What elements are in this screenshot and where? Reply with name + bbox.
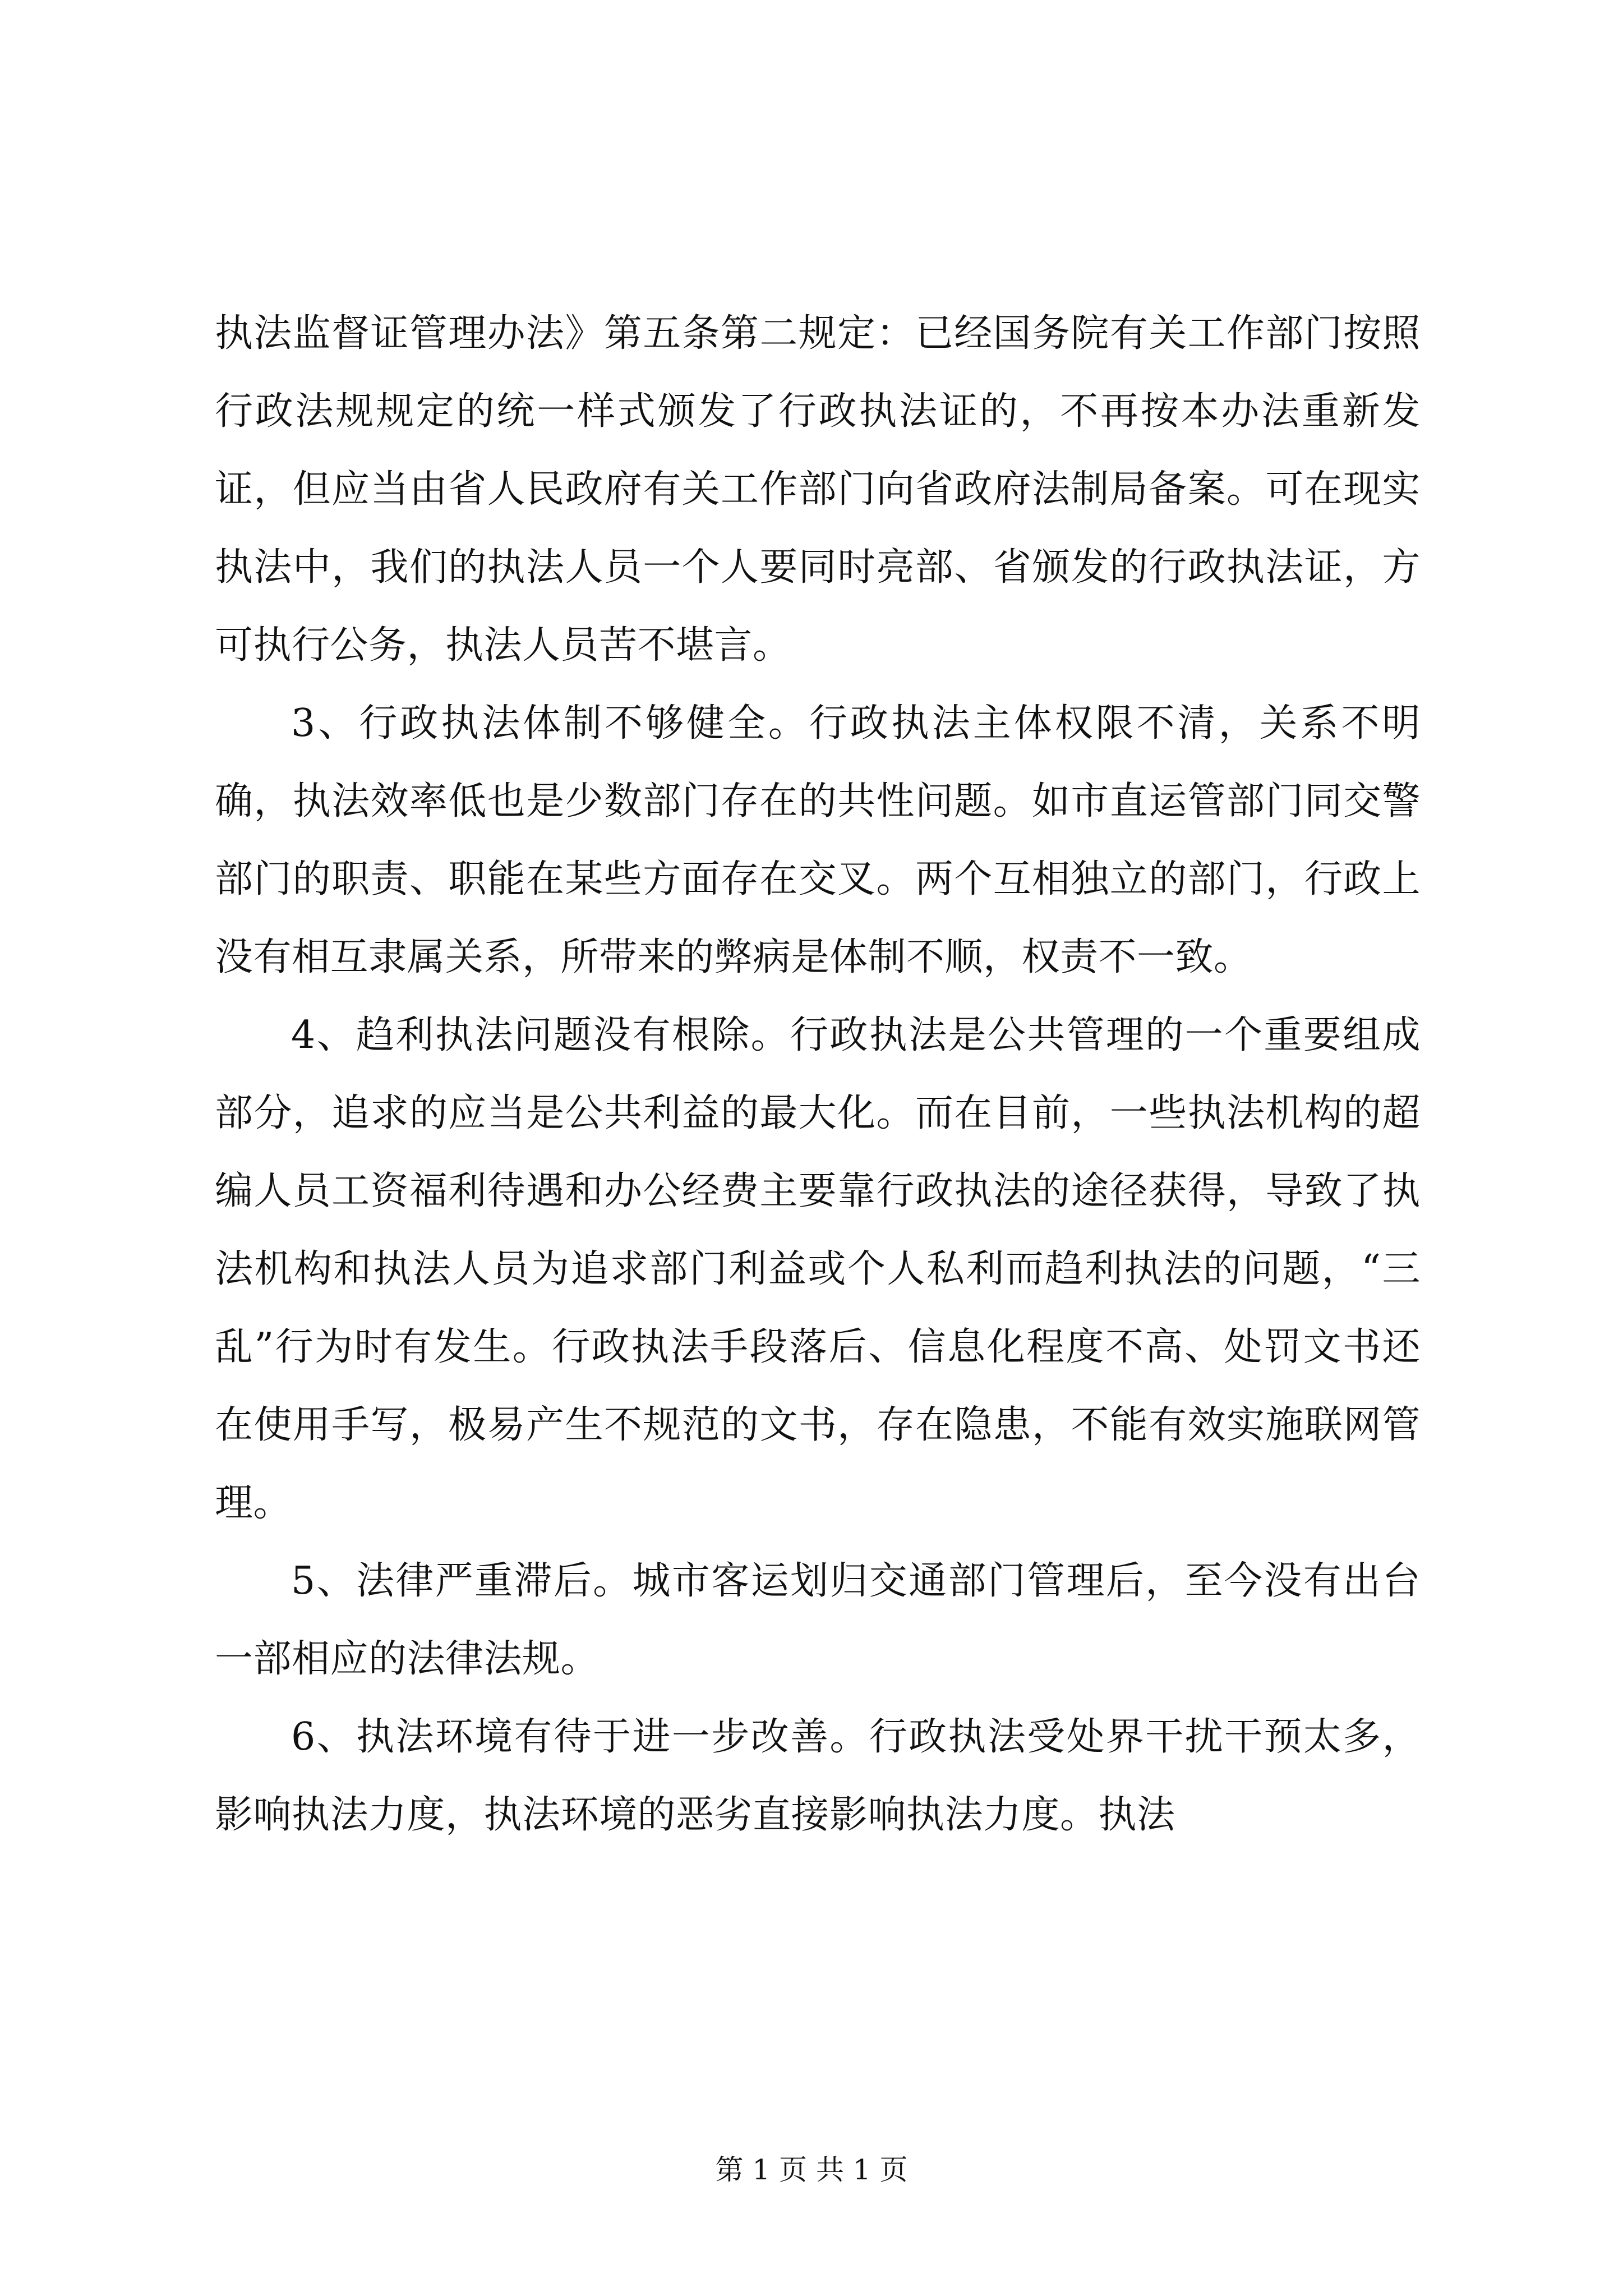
page-footer: 第 1 页 共 1 页 — [715, 2154, 908, 2186]
paragraph-continuation: 执法监督证管理办法》第五条第二规定：已经国务院有关工作部门按照行政法规规定的统一样式颁发了行政执法证的，不再按本办法重新发证，但应当由省人民政府有关工作部门向省政府法制局备案。可在现实执法中，我们的执法人员一个人要同时亮部、省颁发的行政执法证，方可执行公务，执法人员苦不堪言。 — [215, 311, 1421, 668]
paragraph-item-3: 3、行政执法体制不够健全。行政执法主体权限不清，关系不明确，执法效率低也是少数部门存在的共性问题。如市直运管部门同交警部门的职责、职能在某些方面存在交叉。两个互相独立的部门，行政上没有相互隶属关系，所带来的弊病是体制不顺，权责不一致。 — [215, 701, 1421, 979]
document-body — [215, 295, 1421, 1854]
paragraph-item-6: 6、执法环境有待于进一步改善。行政执法受处界干扰干预太多，影响执法力度，执法环境的恶劣直接影响执法力度。执法 — [215, 1715, 1421, 1837]
paragraph-item-5: 5、法律严重滞后。城市客运划归交通部门管理后，至今没有出台一部相应的法律法规。 — [215, 1559, 1421, 1681]
paragraph-item-4: 4、趋利执法问题没有根除。行政执法是公共管理的一个重要组成部分，追求的应当是公共利益的最大化。而在目前，一些执法机构的超编人员工资福利待遇和办公经费主要靠行政执法的途径获得，导致了执法机构和执法人员为追求部门利益或个人私利而趋利执法的问题，“三乱”行为时有发生。行政执法手段落后、信息化程度不高、处罚文书还在使用手写，极易产生不规范的文书，存在隐患，不能有效实施联网管理。 — [215, 1013, 1421, 1525]
